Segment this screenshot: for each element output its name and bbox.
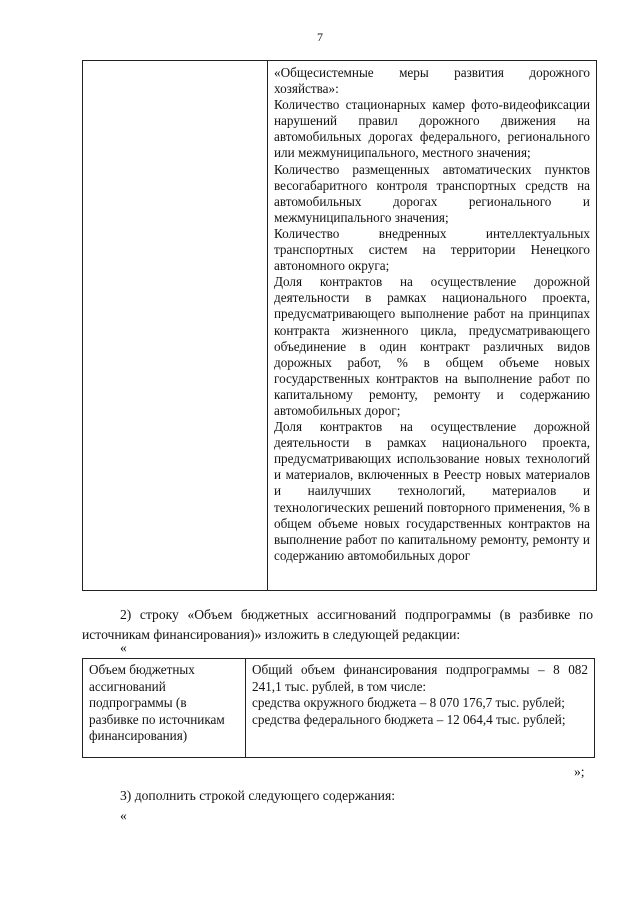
measure-item: Количество размещенных автоматических пунктов весогабаритного контроля транспортных средств на автомобильных дорогах регионального и межмуниципального значения; <box>274 161 590 225</box>
budget-total: Общий объем финансирования подпрограммы – 8 082 241,1 тыс. рублей, в том числе: <box>252 662 588 694</box>
paragraph-2: 2) строку «Объем бюджетных ассигнований подпрограммы (в разбивке по источникам финансирования)» изложить в следующей редакции: <box>82 607 593 642</box>
measures-table-empty-cell <box>83 61 268 591</box>
budget-federal: средства федерального бюджета – 12 064,4 тыс. рублей; <box>252 711 566 727</box>
measures-table-content-cell <box>268 61 597 591</box>
measure-item: Доля контрактов на осуществление дорожной деятельности в рамках национального проекта, предусматривающего выполнение работ на принципах контракта жизненного цикла, предусматривающего объединение в один контракт различных видов дорожных работ, % в общем объеме новых государственных контрактов на выполнение работ по капитальному ремонту, ремонту и содержанию автомобильных дорог; <box>274 274 590 418</box>
open-quote: « <box>120 640 127 655</box>
measures-table <box>82 60 597 591</box>
paragraph-3: 3) дополнить строкой следующего содержания: <box>120 788 395 803</box>
page-number: 7 <box>317 30 323 44</box>
budget-table <box>82 658 595 758</box>
measure-item: «Общесистемные меры развития дорожного хозяйства»: <box>274 65 590 97</box>
budget-district: средства окружного бюджета – 8 070 176,7 тыс. рублей; <box>252 695 565 710</box>
open-quote-2: « <box>120 808 127 823</box>
budget-label-cell: Объем бюджетных ассигнований подпрограммы (в разбивке по источникам финансирования) <box>83 659 246 758</box>
measure-item: Количество стационарных камер фото-видеофиксации нарушений правил дорожного движения на автомобильных дорогах федерального, регионального или межмуниципального, местного значения; <box>274 97 590 161</box>
close-quote: »; <box>574 764 585 779</box>
measure-item: Количество внедренных интеллектуальных транспортных систем на территории Ненецкого автономного округа; <box>274 225 590 274</box>
measure-item: Доля контрактов на осуществление дорожной деятельности в рамках национального проекта, предусматривающих использование новых технологий и материалов, включенных в Реестр новых материалов и наилучших технологий, материалов и технологических решений повторного применения, % в общем объеме новых государственных контрактов на выполнение работ по капитальному ремонту, ремонту и содержанию автомобильных дорог <box>274 419 590 563</box>
budget-content-cell <box>246 659 595 758</box>
